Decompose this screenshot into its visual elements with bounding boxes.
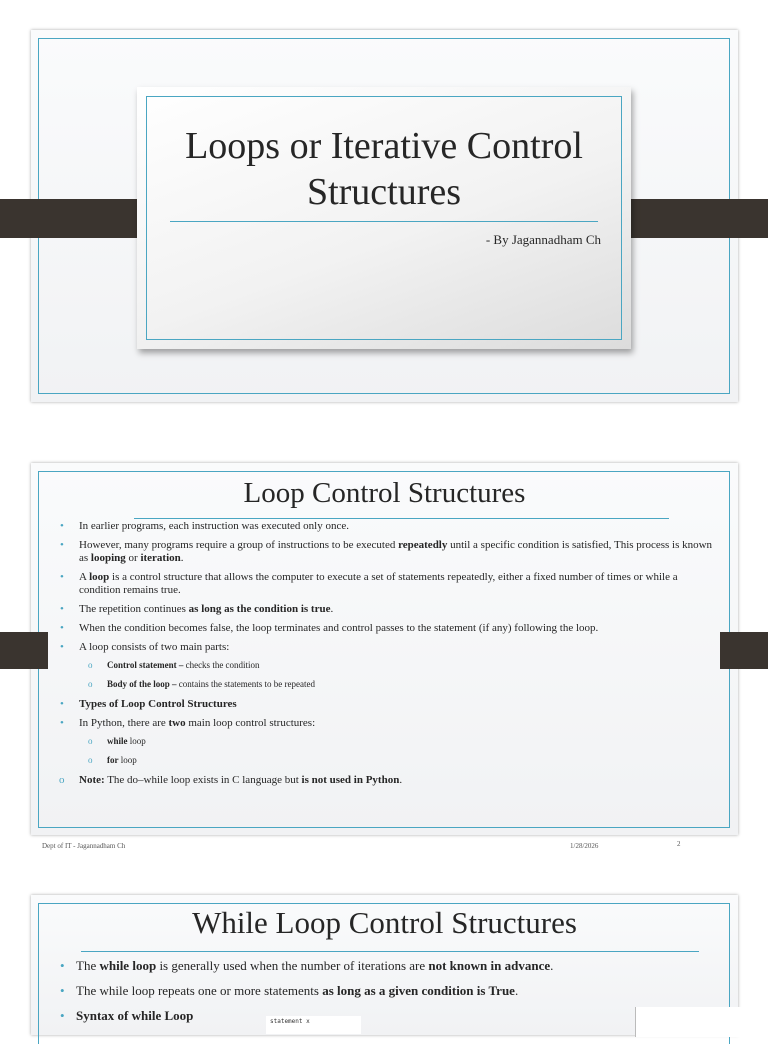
list-item: • In earlier programs, each instruction was executed only once.	[60, 520, 350, 532]
bullet-icon: •	[60, 641, 64, 653]
bullet-icon: •	[60, 571, 64, 583]
ring-bullet-icon: o	[88, 736, 93, 746]
slide-heading: Loop Control Structures	[243, 477, 526, 509]
bullet-icon: •	[60, 1008, 65, 1023]
list-item: • When the condition becomes false, the loop terminates and control passes to the statement (if any) following the loop.	[60, 622, 599, 634]
bullet-list	[58, 520, 718, 793]
list-item: • The while loop is generally used when the number of iterations are not known in advance.	[60, 958, 554, 973]
bullet-list	[58, 958, 718, 1033]
bullet-icon: •	[60, 622, 64, 634]
sub-list-item: o Control statement – checks the condition	[88, 660, 260, 670]
ring-bullet-icon: o	[59, 774, 65, 786]
code-snippet: statement x	[266, 1016, 361, 1034]
slide-title	[137, 123, 631, 215]
sub-list-item: o Body of the loop – contains the statements to be repeated	[88, 679, 315, 689]
slide2-left-band	[0, 632, 48, 669]
sub-list-item: o while loop	[88, 736, 146, 746]
bullet-icon: •	[60, 520, 64, 532]
author-byline: - By Jagannadham Ch	[485, 232, 601, 247]
ring-bullet-icon: o	[88, 679, 93, 689]
bullet-icon: •	[60, 983, 65, 998]
title-line-1: Loops or Iterative Control	[185, 125, 583, 167]
bullet-icon: •	[60, 603, 64, 615]
sub-list-item: o for loop	[88, 755, 137, 765]
title-divider	[170, 221, 598, 222]
while-loop-slide	[31, 895, 738, 1035]
title-card	[137, 87, 631, 349]
list-item: • The repetition continues as long as the condition is true.	[60, 603, 334, 615]
ring-bullet-icon: o	[88, 660, 93, 670]
bullet-icon: •	[60, 958, 65, 973]
slide1-left-band	[0, 199, 155, 238]
list-item: • A loop is a control structure that allows the computer to execute a set of statements repeatedly, either a fixed number of times or while a condition remains true.	[60, 571, 678, 596]
slide2-right-band	[720, 632, 768, 669]
heading-divider	[134, 518, 669, 519]
code-snippet-box	[635, 1007, 751, 1037]
bullet-icon: •	[60, 698, 64, 710]
heading-divider	[81, 951, 699, 952]
slide-heading: While Loop Control Structures	[192, 905, 577, 940]
footer-date: 1/28/2026	[570, 842, 599, 850]
list-item: • The while loop repeats one or more statements as long as a given condition is True.	[60, 983, 519, 998]
list-item: • Syntax of while Loop	[60, 1008, 194, 1023]
bullet-icon: •	[60, 717, 64, 729]
slide1-right-band	[613, 199, 768, 238]
footer-page-number: 2	[677, 840, 681, 848]
content-slide	[31, 463, 738, 835]
list-item: • Types of Loop Control Structures	[60, 698, 237, 710]
ring-bullet-icon: o	[88, 755, 93, 765]
footer-dept: Dept of IT - Jagannadham Ch	[42, 842, 126, 850]
list-item: • In Python, there are two main loop control structures:	[60, 717, 316, 729]
note-item: o Note: The do–while loop exists in C language but is not used in Python.	[59, 774, 403, 786]
title-line-2: Structures	[306, 171, 462, 213]
list-item: • A loop consists of two main parts:	[60, 641, 230, 653]
bullet-icon: •	[60, 539, 64, 551]
list-item: • However, many programs require a group of instructions to be executed repeatedly until a specific condition is satisfied, This process is known as looping or iteration.	[60, 539, 713, 564]
